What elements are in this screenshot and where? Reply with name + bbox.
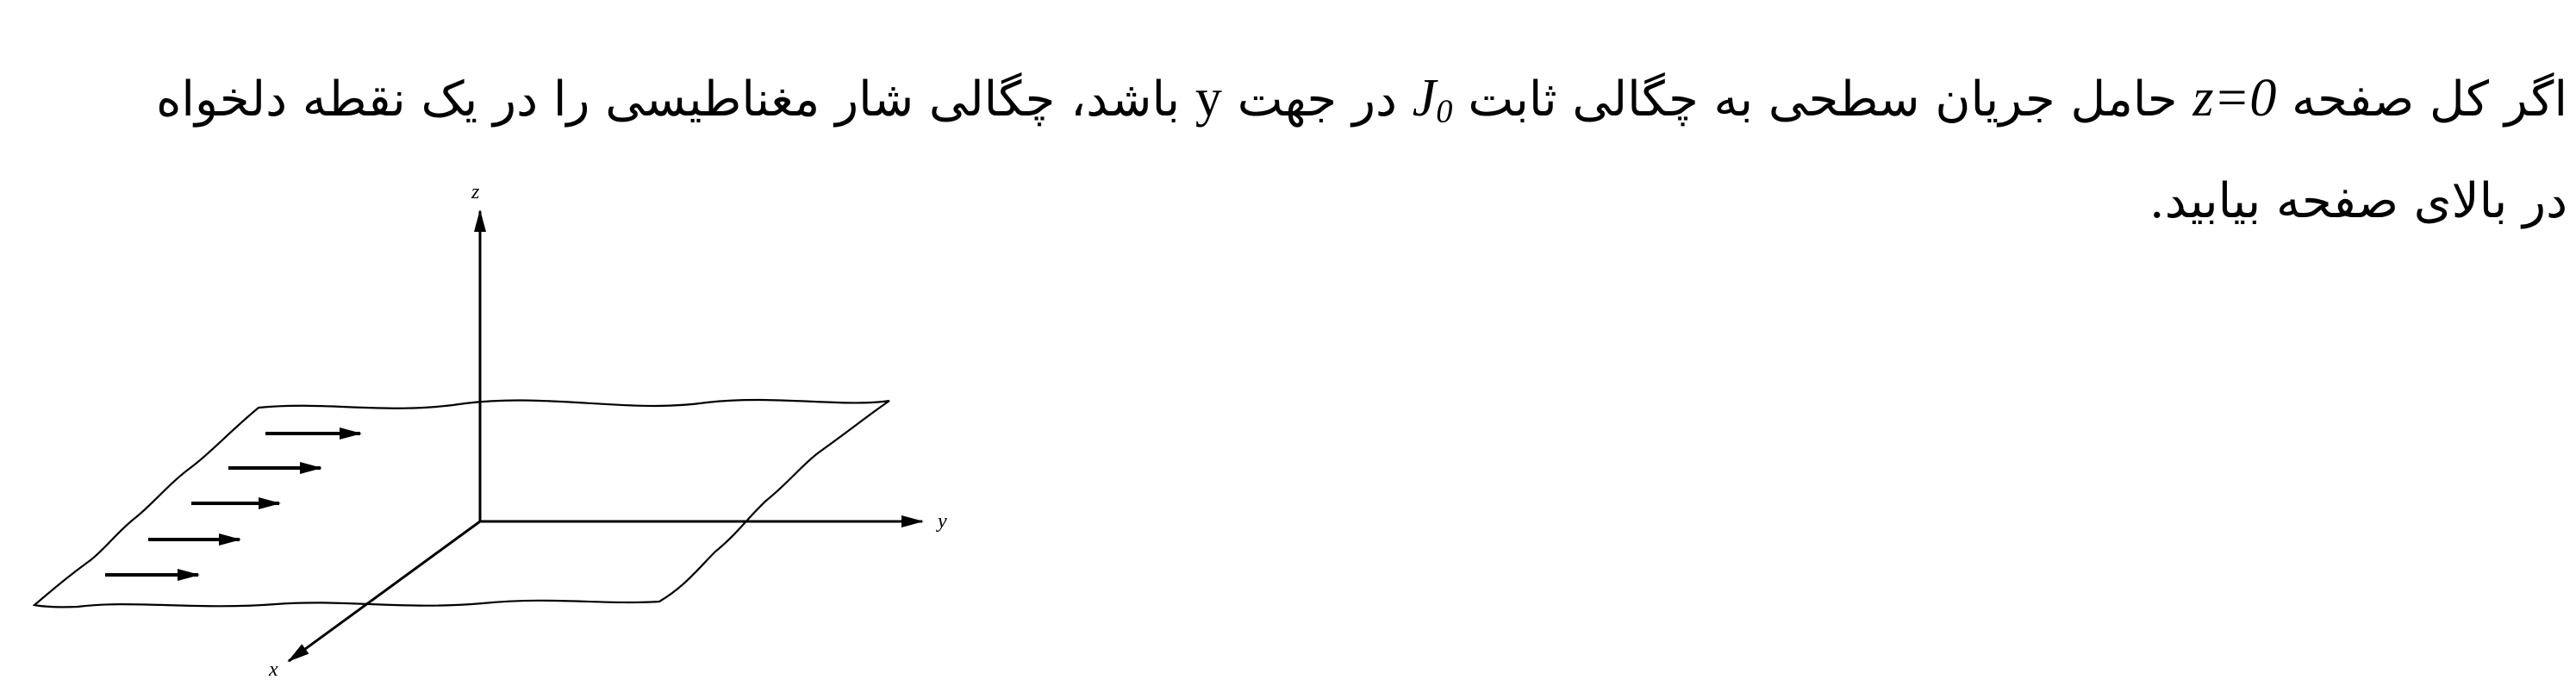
current-subscript: 0 [1436, 93, 1453, 130]
current-letter: J [1412, 69, 1437, 128]
direction-symbol: y [1194, 69, 1222, 128]
text-part-3: در جهت [1237, 72, 1397, 128]
text-part-4: باشد، چگالی شار مغناطیسی را در یک نقطه دلخواه [156, 72, 1181, 128]
problem-line-2: در بالای صفحه بیابید. [2149, 172, 2567, 229]
y-axis-label: y [938, 510, 947, 533]
problem-line-1 [16, 53, 2567, 157]
x-axis [289, 521, 480, 661]
plane-equation: z=0 [2192, 69, 2277, 128]
surface-current-symbol [1413, 69, 1453, 128]
text-part-2: حامل جریان سطحی به چگالی ثابت [1468, 72, 2178, 128]
text-part-1: اگر کل صفحه [2292, 72, 2567, 128]
x-axis-label: x [269, 658, 278, 680]
current-sheet-diagram [0, 164, 974, 680]
z-axis-label: z [471, 181, 480, 203]
